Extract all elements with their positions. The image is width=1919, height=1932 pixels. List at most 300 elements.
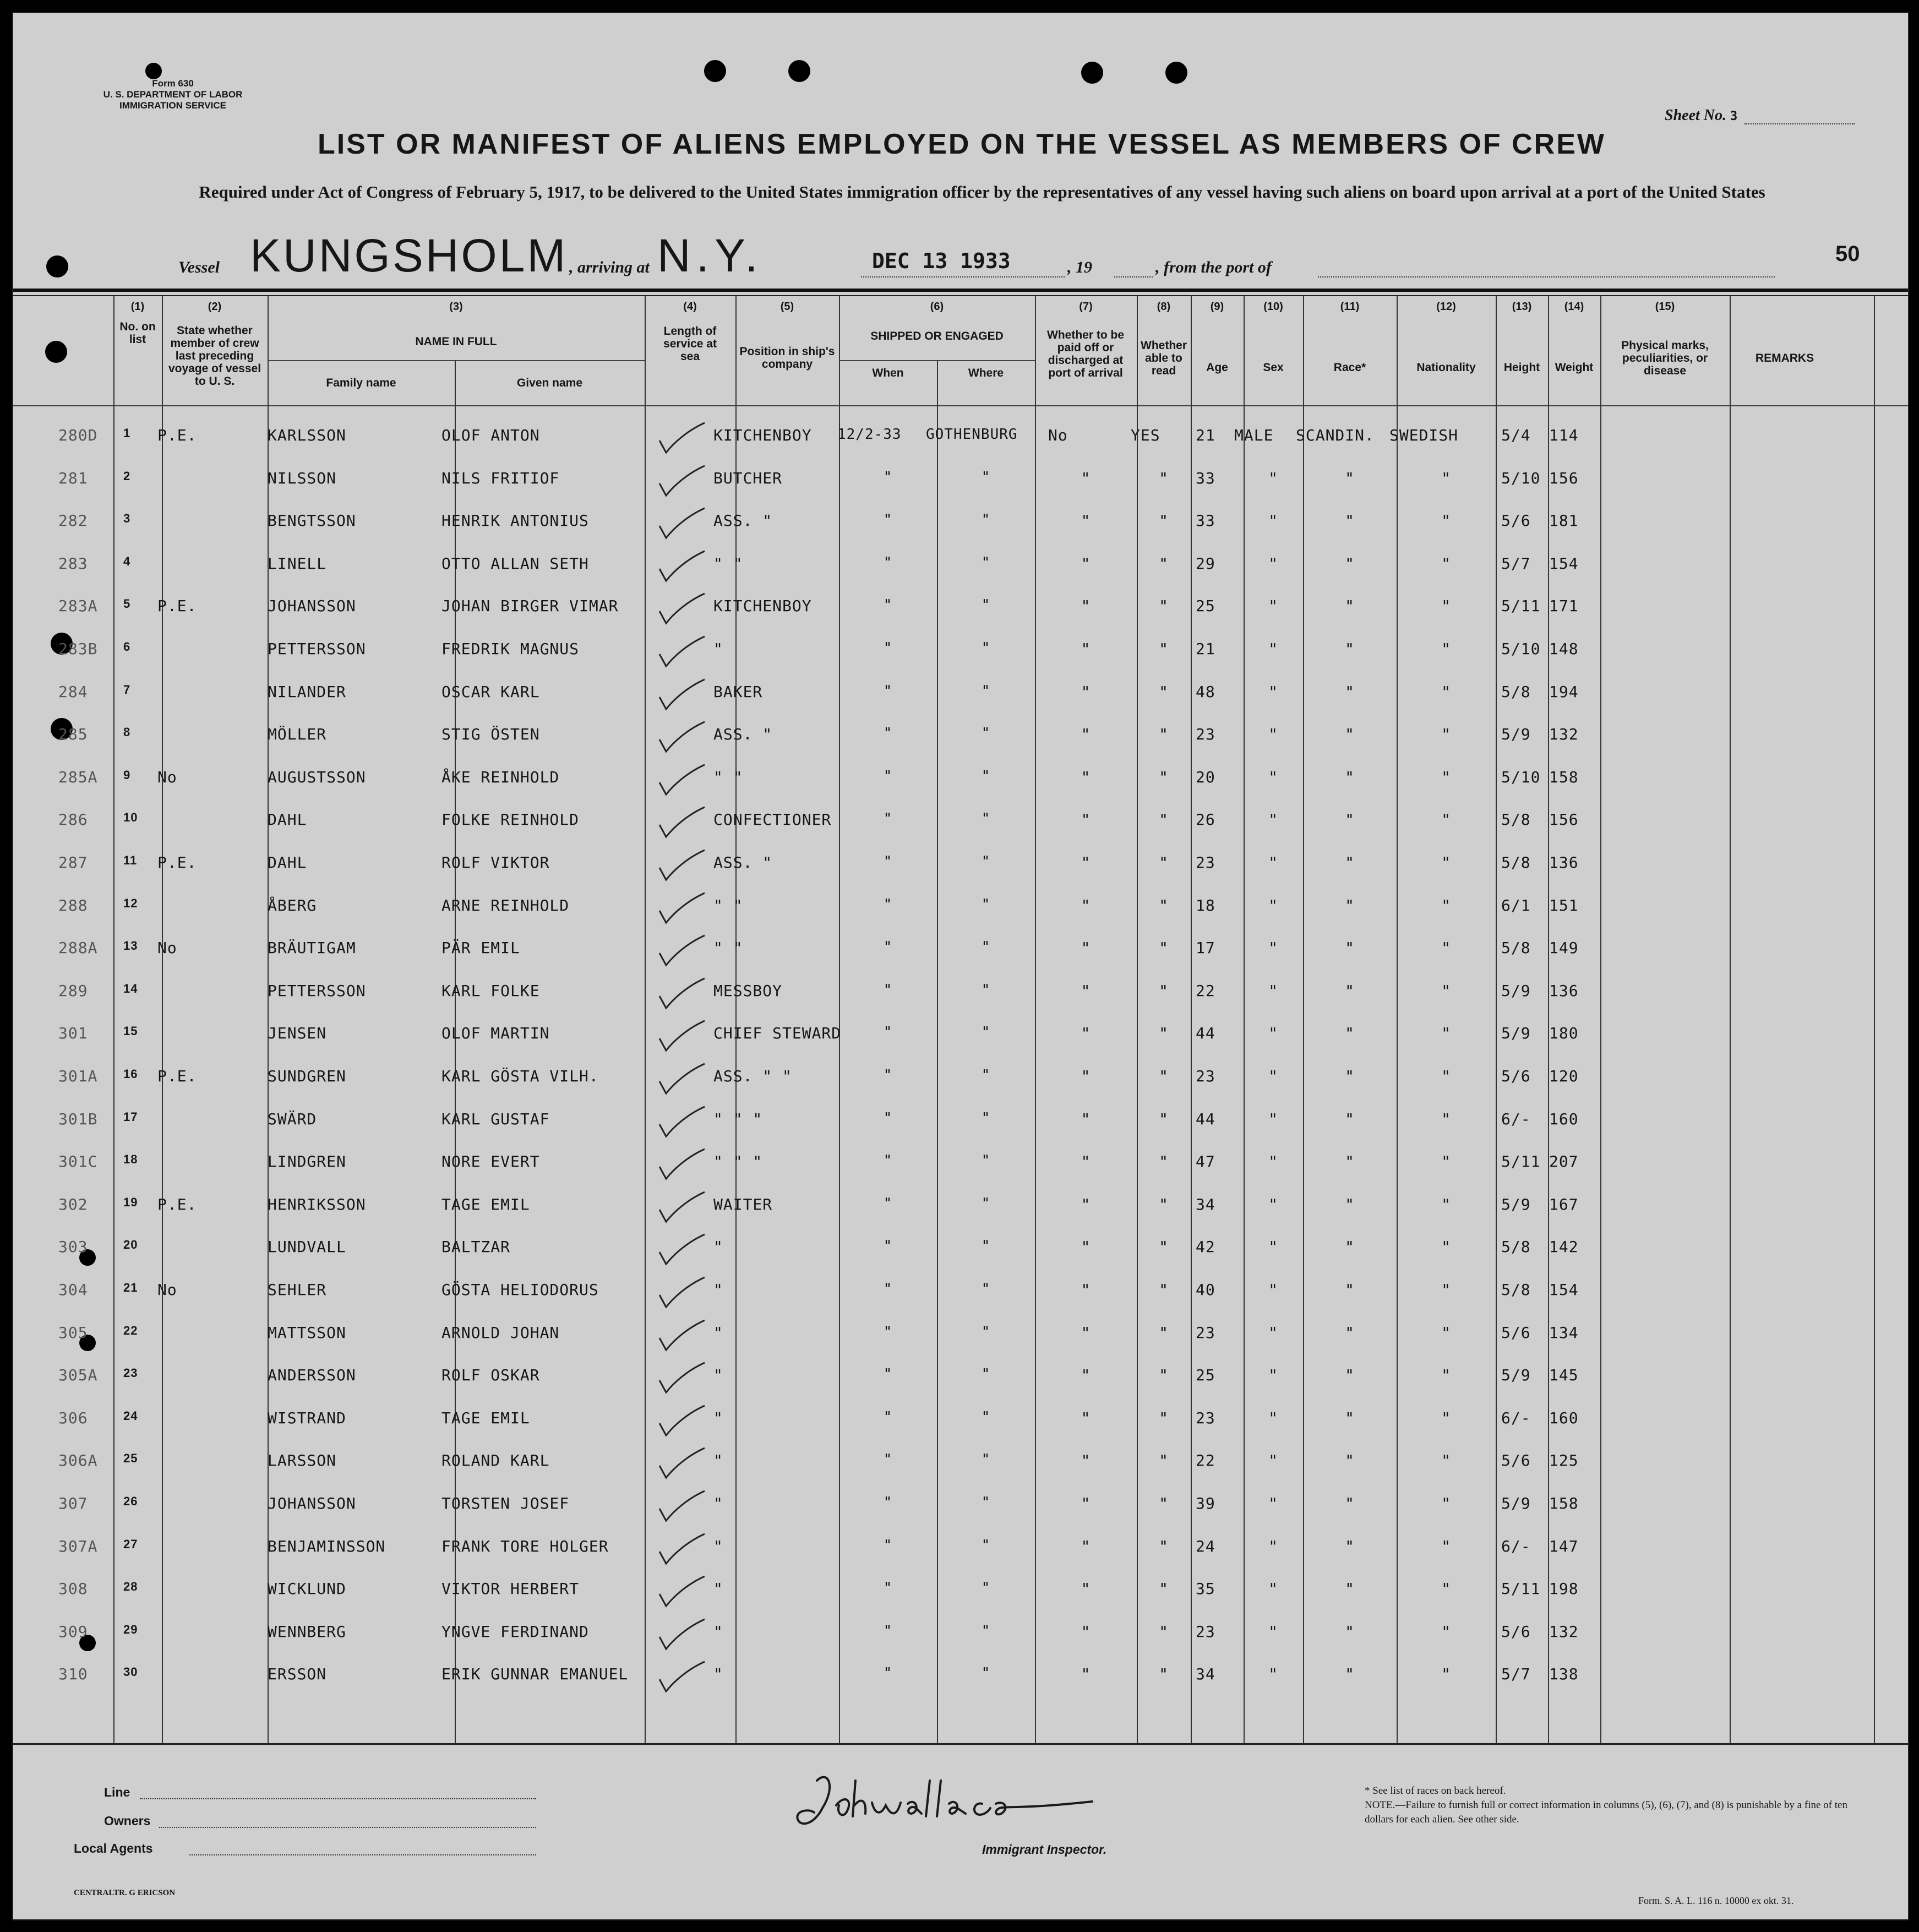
sheet-label: Sheet No. 3 bbox=[1665, 107, 1738, 124]
able-to-read: YES bbox=[1131, 426, 1160, 444]
sheet-number: 3 bbox=[1730, 110, 1738, 123]
age: 26 bbox=[1196, 810, 1215, 829]
able-to-read: " bbox=[1159, 640, 1169, 658]
ref-number: 308 bbox=[58, 1580, 88, 1598]
row-number: 24 bbox=[123, 1408, 138, 1423]
col-header-when: When bbox=[872, 367, 904, 379]
sex: " bbox=[1268, 1494, 1278, 1512]
able-to-read: " bbox=[1159, 1238, 1169, 1256]
shipped-where: " bbox=[981, 640, 991, 656]
arriving-port: N.Y. bbox=[657, 230, 764, 281]
row-number: 1 bbox=[123, 426, 131, 440]
check-mark-icon bbox=[657, 720, 707, 756]
col-number: (12) bbox=[1436, 301, 1456, 313]
vessel-label: Vessel bbox=[178, 258, 220, 276]
col-header-family: Family name bbox=[326, 377, 396, 389]
height: 5/4 bbox=[1501, 426, 1531, 444]
shipped-where: GOTHENBURG bbox=[926, 426, 1018, 443]
family-name: SWÄRD bbox=[268, 1109, 317, 1128]
shipped-where: " bbox=[981, 597, 991, 614]
weight: 125 bbox=[1549, 1451, 1579, 1470]
paid-off: " bbox=[1081, 1238, 1091, 1256]
col-number: (11) bbox=[1340, 301, 1360, 313]
ref-number: 289 bbox=[58, 981, 88, 1000]
table-top-rule bbox=[13, 295, 1909, 296]
weight: 132 bbox=[1549, 1622, 1579, 1641]
family-name: LINELL bbox=[268, 554, 327, 573]
check-mark-icon bbox=[657, 464, 707, 500]
paid-off: " bbox=[1081, 554, 1091, 573]
sex: " bbox=[1268, 1451, 1278, 1470]
sex: MALE bbox=[1234, 426, 1274, 444]
race: " bbox=[1345, 1195, 1355, 1213]
family-name: WENNBERG bbox=[268, 1622, 346, 1641]
height: 6/- bbox=[1501, 1408, 1531, 1427]
able-to-read: " bbox=[1159, 1366, 1169, 1385]
family-name: LARSSON bbox=[268, 1451, 337, 1470]
ref-number: 301 bbox=[58, 1024, 88, 1043]
able-to-read: " bbox=[1159, 1195, 1169, 1213]
family-name: LINDGREN bbox=[268, 1152, 346, 1171]
shipped-where: " bbox=[981, 1622, 991, 1639]
weight: 198 bbox=[1549, 1580, 1579, 1598]
family-name: ANDERSSON bbox=[268, 1366, 356, 1385]
column-rule bbox=[113, 295, 115, 1743]
able-to-read: " bbox=[1159, 1067, 1169, 1085]
height: 5/9 bbox=[1501, 1195, 1531, 1213]
races-note: * See list of races on back hereof. bbox=[1365, 1785, 1506, 1797]
col-number: (5) bbox=[780, 301, 794, 313]
row-number: 4 bbox=[123, 554, 131, 568]
col-number: (14) bbox=[1564, 301, 1584, 313]
position: " bbox=[713, 1366, 723, 1385]
check-mark-icon bbox=[657, 1147, 707, 1183]
position: ASS. " bbox=[713, 725, 773, 744]
given-name: GÖSTA HELIODORUS bbox=[441, 1281, 599, 1299]
nationality: " bbox=[1441, 1109, 1451, 1128]
race: " bbox=[1345, 1537, 1355, 1555]
row-number: 23 bbox=[123, 1366, 138, 1380]
weight: 145 bbox=[1549, 1366, 1579, 1385]
punch-hole bbox=[46, 255, 68, 277]
crew-status: No bbox=[157, 1281, 177, 1299]
race: " bbox=[1345, 1665, 1355, 1684]
sex: " bbox=[1268, 554, 1278, 573]
check-mark-icon bbox=[657, 506, 707, 542]
position: " bbox=[713, 1408, 723, 1427]
line-field bbox=[140, 1798, 536, 1799]
col-number: (10) bbox=[1263, 301, 1283, 313]
race: " bbox=[1345, 1580, 1355, 1598]
paid-off: " bbox=[1081, 1109, 1091, 1128]
row-number: 7 bbox=[123, 682, 131, 696]
page-number: 50 bbox=[1835, 242, 1860, 266]
weight: 181 bbox=[1549, 511, 1579, 530]
weight: 147 bbox=[1549, 1537, 1579, 1555]
nationality: " bbox=[1441, 1281, 1451, 1299]
given-name: TAGE EMIL bbox=[441, 1408, 530, 1427]
able-to-read: " bbox=[1159, 810, 1169, 829]
age: 22 bbox=[1196, 981, 1215, 1000]
nationality: " bbox=[1441, 682, 1451, 701]
weight: 171 bbox=[1549, 597, 1579, 616]
year-line bbox=[1114, 276, 1153, 277]
paid-off: " bbox=[1081, 1451, 1091, 1470]
age: 29 bbox=[1196, 554, 1215, 573]
sex: " bbox=[1268, 725, 1278, 744]
race: SCANDIN. bbox=[1296, 426, 1375, 444]
family-name: BENGTSSON bbox=[268, 511, 356, 530]
col-header-position: Position in ship's company bbox=[739, 345, 835, 371]
paid-off: " bbox=[1081, 1281, 1091, 1299]
weight: 149 bbox=[1549, 939, 1579, 957]
age: 42 bbox=[1196, 1238, 1215, 1256]
ref-number: 287 bbox=[58, 853, 88, 872]
shipped-when: " bbox=[883, 1067, 893, 1084]
position: MESSBOY bbox=[713, 981, 783, 1000]
position: ASS. " bbox=[713, 853, 773, 872]
shipped-when: " bbox=[883, 640, 893, 656]
paid-off: " bbox=[1081, 768, 1091, 786]
check-mark-icon bbox=[657, 933, 707, 970]
shipped-when: " bbox=[883, 1109, 893, 1126]
col-number: (7) bbox=[1079, 301, 1093, 313]
col-header-physical: Physical marks, peculiarities, or disease bbox=[1621, 339, 1709, 377]
ref-number: 288A bbox=[58, 939, 98, 957]
age: 35 bbox=[1196, 1580, 1215, 1598]
column-rule bbox=[162, 295, 163, 1743]
sex: " bbox=[1268, 682, 1278, 701]
table-bottom-rule bbox=[13, 1743, 1909, 1745]
date-stamp: DEC 13 1933 bbox=[872, 249, 1011, 273]
shipped-when: " bbox=[883, 1665, 893, 1682]
sex: " bbox=[1268, 469, 1278, 487]
shipped-when: " bbox=[883, 1622, 893, 1639]
column-rule bbox=[1874, 295, 1875, 1743]
paid-off: " bbox=[1081, 1494, 1091, 1512]
shipped-where: " bbox=[981, 896, 991, 913]
row-number: 16 bbox=[123, 1067, 138, 1081]
nationality: " bbox=[1441, 554, 1451, 573]
given-name: KARL GÖSTA VILH. bbox=[441, 1067, 599, 1085]
sex: " bbox=[1268, 1665, 1278, 1684]
age: 18 bbox=[1196, 896, 1215, 915]
ref-number: 281 bbox=[58, 469, 88, 487]
given-name: OLOF ANTON bbox=[441, 426, 540, 444]
race: " bbox=[1345, 939, 1355, 957]
shipped-when: " bbox=[883, 1494, 893, 1511]
position: " " bbox=[713, 896, 743, 915]
col-header-where: Where bbox=[968, 367, 1004, 379]
height: 5/8 bbox=[1501, 810, 1531, 829]
race: " bbox=[1345, 810, 1355, 829]
shipped-when: " bbox=[883, 981, 893, 998]
family-name: MÖLLER bbox=[268, 725, 327, 744]
ref-number: 282 bbox=[58, 511, 88, 530]
ref-number: 283B bbox=[58, 640, 98, 658]
able-to-read: " bbox=[1159, 554, 1169, 573]
shipped-where: " bbox=[981, 1195, 991, 1212]
position: CONFECTIONER bbox=[713, 810, 832, 829]
ref-number: 307 bbox=[58, 1494, 88, 1512]
race: " bbox=[1345, 1067, 1355, 1085]
col-number: (6) bbox=[930, 301, 944, 313]
check-mark-icon bbox=[657, 1617, 707, 1653]
able-to-read: " bbox=[1159, 853, 1169, 872]
age: 25 bbox=[1196, 1366, 1215, 1385]
family-name: AUGUSTSSON bbox=[268, 768, 366, 786]
column-rule bbox=[1496, 295, 1497, 1743]
col-header-no: No. on list bbox=[119, 320, 156, 346]
family-name: NILANDER bbox=[268, 682, 346, 701]
row-number: 19 bbox=[123, 1195, 138, 1209]
sex: " bbox=[1268, 810, 1278, 829]
position: CHIEF STEWARD bbox=[713, 1024, 842, 1043]
age: 47 bbox=[1196, 1152, 1215, 1171]
paid-off: " bbox=[1081, 1366, 1091, 1385]
ref-number: 305A bbox=[58, 1366, 98, 1385]
weight: 148 bbox=[1549, 640, 1579, 658]
punch-hole bbox=[788, 60, 810, 82]
shipped-where: " bbox=[981, 1281, 991, 1297]
paid-off: No bbox=[1048, 426, 1068, 444]
weight: 180 bbox=[1549, 1024, 1579, 1043]
given-name: KARL GUSTAF bbox=[441, 1109, 550, 1128]
nationality: " bbox=[1441, 1323, 1451, 1342]
paid-off: " bbox=[1081, 469, 1091, 487]
height: 5/11 bbox=[1501, 1152, 1541, 1171]
height: 5/6 bbox=[1501, 1323, 1531, 1342]
race: " bbox=[1345, 853, 1355, 872]
nationality: " bbox=[1441, 1622, 1451, 1641]
age: 22 bbox=[1196, 1451, 1215, 1470]
row-number: 26 bbox=[123, 1494, 138, 1508]
family-name: SEHLER bbox=[268, 1281, 327, 1299]
col-number: (4) bbox=[683, 301, 697, 313]
sex: " bbox=[1268, 1537, 1278, 1555]
table-top-rule bbox=[13, 289, 1909, 292]
check-mark-icon bbox=[657, 1275, 707, 1311]
given-name: JOHAN BIRGER VIMAR bbox=[441, 597, 619, 616]
race: " bbox=[1345, 1238, 1355, 1256]
nationality: " bbox=[1441, 597, 1451, 616]
age: 20 bbox=[1196, 768, 1215, 786]
form-reference: Form. S. A. L. 116 n. 10000 ex okt. 31. bbox=[1638, 1895, 1794, 1906]
penalty-note: NOTE.—Failure to furnish full or correct information in columns (5), (6), (7), and (8) is punishable by a fine of ten dollars for each alien. See other side. bbox=[1365, 1799, 1847, 1825]
position: " bbox=[713, 640, 723, 658]
able-to-read: " bbox=[1159, 981, 1169, 1000]
line-label: Line bbox=[104, 1785, 130, 1799]
sex: " bbox=[1268, 1281, 1278, 1299]
col-header-height: Height bbox=[1503, 361, 1540, 374]
crew-status: No bbox=[157, 768, 177, 786]
weight: 134 bbox=[1549, 1323, 1579, 1342]
check-mark-icon bbox=[657, 848, 707, 884]
position: " " " bbox=[713, 1152, 763, 1171]
ref-number: 301B bbox=[58, 1109, 98, 1128]
col-number: (1) bbox=[130, 301, 145, 313]
height: 5/11 bbox=[1501, 1580, 1541, 1598]
from-port-line bbox=[1318, 276, 1775, 277]
family-name: LUNDVALL bbox=[268, 1238, 346, 1256]
weight: 138 bbox=[1549, 1665, 1579, 1684]
able-to-read: " bbox=[1159, 597, 1169, 616]
sex: " bbox=[1268, 511, 1278, 530]
nationality: " bbox=[1441, 511, 1451, 530]
height: 5/8 bbox=[1501, 1281, 1531, 1299]
shipped-where: " bbox=[981, 469, 991, 486]
race: " bbox=[1345, 981, 1355, 1000]
given-name: ÅKE REINHOLD bbox=[441, 768, 560, 786]
weight: 158 bbox=[1549, 1494, 1579, 1512]
weight: 160 bbox=[1549, 1109, 1579, 1128]
check-mark-icon bbox=[657, 677, 707, 714]
printer-mark: CENTRALTR. G ERICSON bbox=[74, 1889, 176, 1897]
family-name: SUNDGREN bbox=[268, 1067, 346, 1085]
from-port-label: , from the port of bbox=[1155, 258, 1272, 276]
owners-label: Owners bbox=[104, 1814, 151, 1828]
height: 6/- bbox=[1501, 1537, 1531, 1555]
family-name: HENRIKSSON bbox=[268, 1195, 366, 1213]
shipped-when: " bbox=[883, 1195, 893, 1212]
family-name: JOHANSSON bbox=[268, 1494, 356, 1512]
shipped-when: " bbox=[883, 1238, 893, 1255]
row-number: 29 bbox=[123, 1622, 138, 1636]
able-to-read: " bbox=[1159, 939, 1169, 957]
ref-number: 310 bbox=[58, 1665, 88, 1684]
check-mark-icon bbox=[657, 1062, 707, 1098]
able-to-read: " bbox=[1159, 1622, 1169, 1641]
family-name: MATTSSON bbox=[268, 1323, 346, 1342]
weight: 136 bbox=[1549, 853, 1579, 872]
family-name: BENJAMINSSON bbox=[268, 1537, 386, 1555]
height: 5/9 bbox=[1501, 1024, 1531, 1043]
family-name: JOHANSSON bbox=[268, 597, 356, 616]
column-rule bbox=[1600, 295, 1601, 1743]
given-name: ROLAND KARL bbox=[441, 1451, 550, 1470]
given-name: TORSTEN JOSEF bbox=[441, 1494, 570, 1512]
shipped-when: " bbox=[883, 1323, 893, 1340]
inspector-signature bbox=[784, 1759, 1136, 1841]
race: " bbox=[1345, 1622, 1355, 1641]
weight: 154 bbox=[1549, 554, 1579, 573]
race: " bbox=[1345, 1494, 1355, 1512]
height: 5/9 bbox=[1501, 1494, 1531, 1512]
column-rule bbox=[645, 295, 646, 1743]
able-to-read: " bbox=[1159, 1281, 1169, 1299]
ref-number: 302 bbox=[58, 1195, 88, 1213]
shipped-when: " bbox=[883, 1408, 893, 1425]
given-name: OTTO ALLAN SETH bbox=[441, 554, 589, 573]
col-header-age: Age bbox=[1206, 361, 1228, 374]
nationality: " bbox=[1441, 939, 1451, 957]
sex: " bbox=[1268, 981, 1278, 1000]
shipped-where: " bbox=[981, 725, 991, 742]
position: " " bbox=[713, 554, 743, 573]
check-mark-icon bbox=[657, 1659, 707, 1696]
age: 44 bbox=[1196, 1024, 1215, 1043]
shipped-where: " bbox=[981, 1152, 991, 1169]
sex: " bbox=[1268, 1109, 1278, 1128]
date-line bbox=[861, 276, 1065, 277]
check-mark-icon bbox=[657, 634, 707, 671]
ref-number: 285 bbox=[58, 725, 88, 744]
shipped-where: " bbox=[981, 1238, 991, 1255]
given-name: NILS FRITIOF bbox=[441, 469, 560, 487]
given-name: PÄR EMIL bbox=[441, 939, 520, 957]
check-mark-icon bbox=[657, 891, 707, 927]
position: KITCHENBOY bbox=[713, 597, 812, 616]
height: 5/8 bbox=[1501, 853, 1531, 872]
sheet-line bbox=[1744, 123, 1855, 124]
able-to-read: " bbox=[1159, 1152, 1169, 1171]
shipped-when: " bbox=[883, 554, 893, 571]
age: 25 bbox=[1196, 597, 1215, 616]
race: " bbox=[1345, 1281, 1355, 1299]
height: 5/10 bbox=[1501, 768, 1541, 786]
ref-number: 306 bbox=[58, 1408, 88, 1427]
height: 6/- bbox=[1501, 1109, 1531, 1128]
sex: " bbox=[1268, 597, 1278, 616]
sex: " bbox=[1268, 1024, 1278, 1043]
paid-off: " bbox=[1081, 1024, 1091, 1043]
shipped-where: " bbox=[981, 1580, 991, 1597]
shipped-where: " bbox=[981, 1451, 991, 1468]
check-mark-icon bbox=[657, 549, 707, 585]
shipped-when: " bbox=[883, 1281, 893, 1297]
race: " bbox=[1345, 511, 1355, 530]
check-mark-icon bbox=[657, 1360, 707, 1397]
position: ASS. " bbox=[713, 511, 773, 530]
punch-hole bbox=[145, 63, 162, 79]
check-mark-icon bbox=[657, 763, 707, 799]
sex: " bbox=[1268, 1238, 1278, 1256]
nationality: " bbox=[1441, 1580, 1451, 1598]
age: 48 bbox=[1196, 682, 1215, 701]
shipped-where: " bbox=[981, 554, 991, 571]
race: " bbox=[1345, 554, 1355, 573]
nationality: " bbox=[1441, 768, 1451, 786]
race: " bbox=[1345, 1024, 1355, 1043]
age: 23 bbox=[1196, 1622, 1215, 1641]
given-name: STIG ÖSTEN bbox=[441, 725, 540, 744]
race: " bbox=[1345, 597, 1355, 616]
weight: 160 bbox=[1549, 1408, 1579, 1427]
shipped-when: " bbox=[883, 725, 893, 742]
ref-number: 286 bbox=[58, 810, 88, 829]
able-to-read: " bbox=[1159, 1537, 1169, 1555]
row-number: 12 bbox=[123, 896, 138, 910]
paid-off: " bbox=[1081, 640, 1091, 658]
position: WAITER bbox=[713, 1195, 773, 1213]
height: 5/8 bbox=[1501, 1238, 1531, 1256]
row-number: 5 bbox=[123, 597, 131, 611]
paid-off: " bbox=[1081, 1622, 1091, 1641]
nationality: SWEDISH bbox=[1389, 426, 1459, 444]
able-to-read: " bbox=[1159, 682, 1169, 701]
given-name: TAGE EMIL bbox=[441, 1195, 530, 1213]
column-rule bbox=[1191, 295, 1192, 1743]
shipped-where: " bbox=[981, 853, 991, 870]
able-to-read: " bbox=[1159, 725, 1169, 744]
nationality: " bbox=[1441, 469, 1451, 487]
col-header-race: Race* bbox=[1333, 361, 1366, 374]
row-number: 9 bbox=[123, 768, 131, 782]
nationality: " bbox=[1441, 1152, 1451, 1171]
manifest-sheet bbox=[12, 12, 1909, 1920]
col-number: (8) bbox=[1157, 301, 1171, 313]
crew-status: P.E. bbox=[157, 1067, 197, 1085]
